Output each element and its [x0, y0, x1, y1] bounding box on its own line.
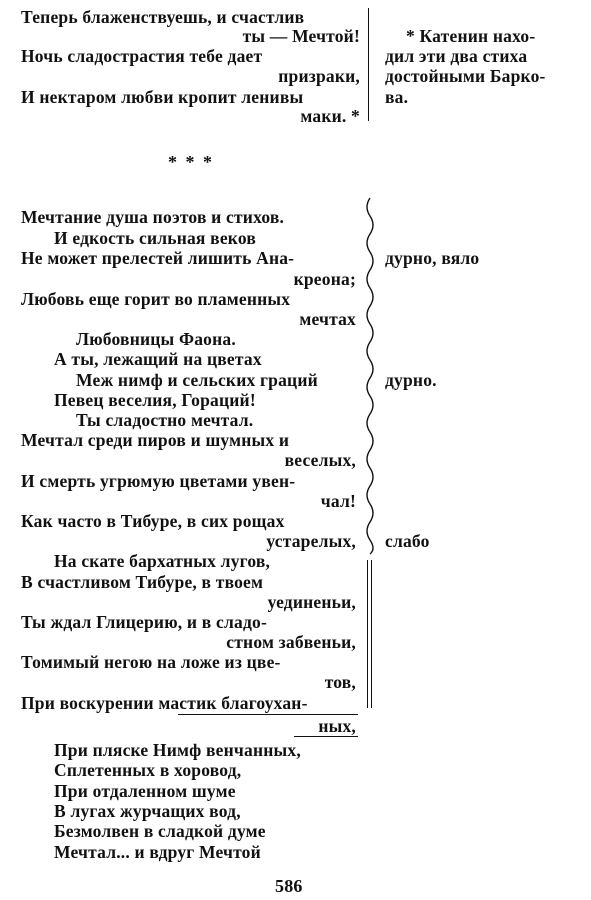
double-line-left [367, 560, 368, 708]
poem-line: В лугах журчащих вод, [54, 801, 241, 821]
poem-line: Ты сладостно мечтал. [76, 410, 254, 430]
poem-line: маки. * [300, 106, 360, 126]
footnote-line: ва. [385, 87, 409, 107]
asterism: * * * [168, 152, 214, 172]
poem-line: Мечтание душа поэтов и стихов. [21, 207, 285, 227]
poem-line: тов, [324, 672, 356, 692]
wavy-margin-line [362, 196, 378, 556]
poem-line: уединеньи, [267, 592, 356, 612]
poem-line: А ты, лежащий на цветах [54, 349, 262, 369]
poem-line: Безмолвен в сладкой думе [54, 821, 266, 841]
poem-line: веселых, [284, 450, 356, 470]
margin-note: дурно. [385, 370, 437, 390]
poem-line: Меж нимф и сельских граций [76, 370, 318, 390]
margin-line [368, 8, 369, 121]
poem-line: Мечтал среди пиров и шумных и [21, 430, 290, 450]
poem-line: Любовницы Фаона. [76, 329, 236, 349]
margin-note: слабо [385, 531, 430, 551]
poem-line: ты — Мечтой! [242, 26, 360, 46]
page-number: 586 [275, 876, 303, 896]
poem-line: В счастливом Тибуре, в твоем [21, 572, 264, 592]
poem-line: И смерть угрюмую цветами увен- [21, 471, 296, 491]
poem-line: И нектаром любви кропит ленивы [21, 87, 304, 107]
footnote-line: дил эти два стиха [385, 46, 528, 66]
poem-line: Сплетенных в хоровод, [54, 760, 242, 780]
poem-line: Мечтал... и вдруг Мечтой [54, 842, 261, 862]
underline-rule [294, 736, 358, 737]
footnote-line: достойными Барко- [385, 66, 546, 86]
poem-line: стном забвеньи, [226, 632, 356, 652]
margin-note: дурно, вяло [385, 248, 480, 268]
poem-line: Теперь блаженствуешь, и счастлив [21, 7, 305, 27]
poem-line: При воскурении мастик благоухан- [21, 693, 308, 713]
poem-line: Ночь сладострастия тебе дает [21, 46, 263, 66]
poem-line: На скате бархатных лугов, [54, 551, 271, 571]
poem-line: Как часто в Тибуре, в сих рощах [21, 511, 285, 531]
poem-line: креона; [293, 269, 356, 289]
footnote-line: * Катенин нахо- [406, 26, 536, 46]
poem-line: При отдаленном шуме [54, 781, 236, 801]
poem-line: Не может прелестей лишить Ана- [21, 248, 295, 268]
poem-line: устарелых, [266, 531, 356, 551]
poem-line: мечтах [299, 309, 356, 329]
poem-line: И едкость сильная веков [54, 228, 257, 248]
poem-line: Томимый негою на ложе из цве- [21, 652, 281, 672]
underline-rule [178, 714, 358, 715]
poem-line: призраки, [278, 66, 360, 86]
poem-line: Любовь еще горит во пламенных [21, 289, 291, 309]
poem-line: Ты ждал Глицерию, и в сладо- [21, 612, 267, 632]
double-line-right [371, 560, 372, 708]
poem-line: ных, [318, 716, 356, 736]
poem-line: Певец веселия, Гораций! [54, 390, 256, 410]
poem-line: При пляске Нимф венчанных, [54, 740, 301, 760]
poem-line: чал! [320, 491, 356, 511]
